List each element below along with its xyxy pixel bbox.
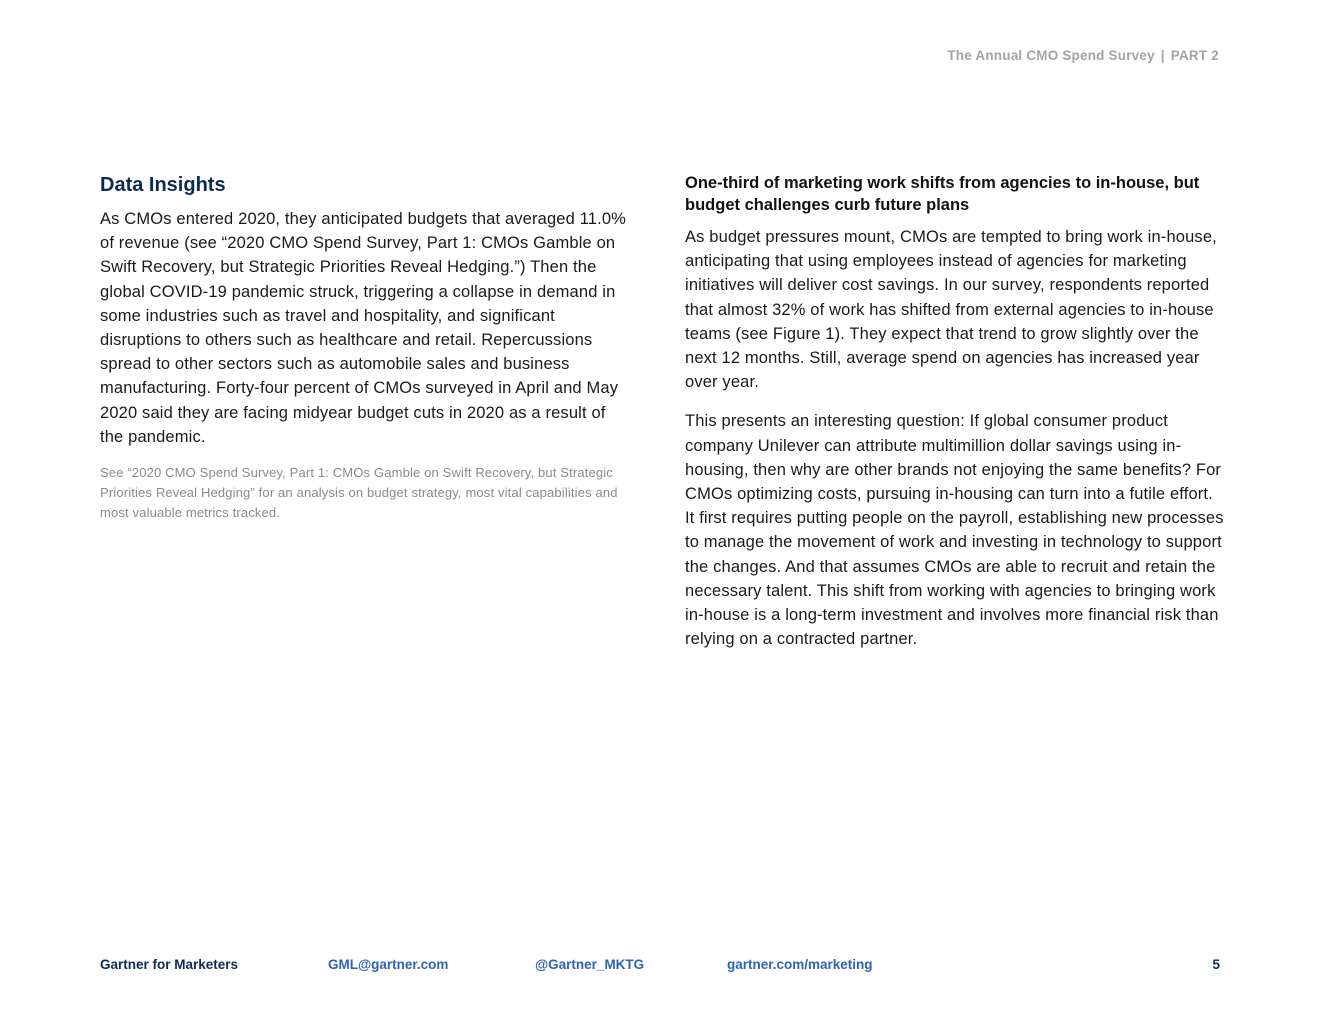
intro-paragraph: As CMOs entered 2020, they anticipated budgets that averaged 11.0% of revenue (see “2020 CMO Spend Survey, Part 1: CMOs Gamble on Swift Recovery, but Strategic Priorities Reveal Hedging.”) Then the global COVID-19 pandemic struck, triggering a collapse in demand in some industries such as travel and hospitality, and significant disruptions to others such as healthcare and retail. Repercussions spread to other sectors such as automobile sales and business manufacturing. Forty-four percent of CMOs surveyed in April and May 2020 said they are facing midyear budget cuts in 2020 as a result of the pandemic. xyxy=(100,210,627,446)
subsection-heading: One-third of marketing work shifts from agencies to in-house, but budget challenges curb future plans xyxy=(685,174,1200,214)
page-number: 5 xyxy=(1212,957,1220,972)
footer-website-link[interactable]: gartner.com/marketing xyxy=(727,957,873,972)
left-column xyxy=(100,172,630,523)
publication-title: The Annual CMO Spend Survey xyxy=(947,48,1155,63)
footer-twitter-link[interactable]: @Gartner_MKTG xyxy=(535,957,645,972)
page-footer xyxy=(100,955,1220,975)
header-separator: | xyxy=(1160,48,1165,63)
footer-email-link[interactable]: GML@gartner.com xyxy=(328,957,449,972)
body-paragraph-2: This presents an interesting question: If global consumer product company Unilever can attribute multimillion dollar savings using in-housing, then why are other brands not enjoying the same benefits? For CMOs optimizing costs, pursuing in-housing can turn into a futile effort. It first requires putting people on the payroll, establishing new processes to manage the movement of work and investing in technology to support the changes. And that assumes CMOs are able to recruit and retain the necessary talent. This shift from working with agencies to bringing work in-house is a long-term investment and involves more financial risk than relying on a contracted partner. xyxy=(685,412,1224,649)
running-header xyxy=(947,48,1219,63)
body-paragraph-1: As budget pressures mount, CMOs are tempted to bring work in-house, anticipating that using employees instead of agencies for marketing initiatives will deliver cost savings. In our survey, respondents reported that almost 32% of work has shifted from external agencies to in-house teams (see Figure 1). They expect that trend to grow slightly over the next 12 months. Still, average spend on agencies has increased year over year. xyxy=(685,228,1217,392)
part-label: PART 2 xyxy=(1170,48,1219,63)
footer-brand: Gartner for Marketers xyxy=(100,957,239,972)
right-column xyxy=(685,172,1225,651)
reference-note: See “2020 CMO Spend Survey, Part 1: CMOs Gamble on Swift Recovery, but Strategic Priorities Reveal Hedging” for an analysis on budget strategy, most vital capabilities and most valuable metrics tracked. xyxy=(100,465,618,521)
section-title: Data Insights xyxy=(100,174,226,196)
